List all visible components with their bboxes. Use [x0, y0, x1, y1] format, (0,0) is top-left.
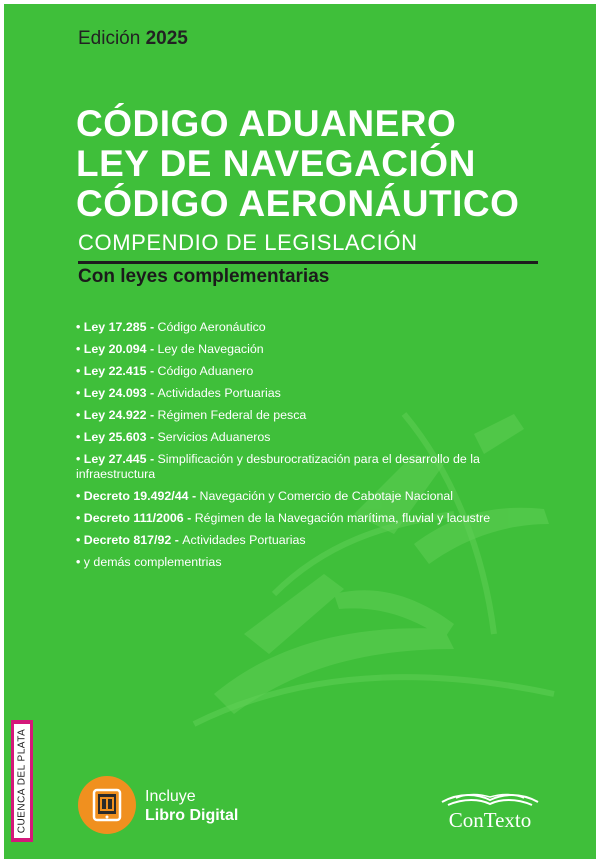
law-number: Ley 24.093	[83, 386, 147, 400]
bullet: •	[76, 386, 81, 400]
collection-tab	[11, 720, 33, 842]
collection-label: CUENCA DEL PLATA	[16, 728, 28, 834]
law-number: Decreto 111/2006	[83, 511, 184, 525]
law-list	[76, 320, 546, 577]
divider-rule	[78, 261, 538, 264]
law-number: Ley 25.603	[83, 430, 147, 444]
title-line-2: LEY DE NAVEGACIÓN	[76, 143, 476, 184]
law-item: • Ley 24.922 - Régimen Federal de pesca	[76, 408, 307, 422]
edition-line	[78, 28, 188, 50]
law-item: • Ley 17.285 - Código Aeronáutico	[76, 320, 266, 334]
law-item: • Ley 27.445 - Simplificación y desburocratización para el desarrollo de la infraestructura	[76, 452, 480, 481]
publisher-name: ConTexto	[448, 808, 532, 832]
bullet: •	[76, 408, 81, 422]
law-number: Ley 24.922	[83, 408, 147, 422]
law-description: Actividades Portuarias	[157, 386, 281, 400]
law-description: Actividades Portuarias	[182, 533, 306, 547]
law-description: Código Aduanero	[157, 364, 254, 378]
law-description: Régimen Federal de pesca	[157, 408, 307, 422]
bullet: •	[76, 342, 81, 356]
law-description: y demás complementrias	[83, 555, 222, 569]
publisher-logo	[434, 790, 546, 842]
bullet: •	[76, 533, 81, 547]
law-number: Decreto 817/92	[83, 533, 172, 547]
law-number: Ley 22.415	[83, 364, 147, 378]
open-book-logo-icon	[438, 790, 542, 806]
law-number: Ley 17.285	[83, 320, 147, 334]
law-item	[76, 555, 546, 570]
law-item: • Ley 22.415 - Código Aduanero	[76, 364, 254, 378]
title-line-3: CÓDIGO AERONÁUTICO	[76, 183, 520, 224]
law-description: Simplificación y desburocratización para el desarrollo de la infraestructura	[76, 452, 480, 481]
law-item: • Decreto 111/2006 - Régimen de la Navegación marítima, fluvial y lacustre	[76, 511, 491, 525]
subtitle: COMPENDIO DE LEGISLACIÓN	[78, 230, 418, 255]
bullet: •	[76, 511, 81, 525]
bullet: •	[76, 489, 81, 503]
law-number: Ley 20.094	[83, 342, 147, 356]
law-number: Ley 27.445	[83, 452, 147, 466]
title-block	[76, 104, 576, 224]
law-description: Código Aeronáutico	[157, 320, 266, 334]
bullet: •	[76, 364, 81, 378]
digital-line-1: Incluye	[145, 788, 196, 805]
law-description: Régimen de la Navegación marítima, fluvial y lacustre	[194, 511, 491, 525]
law-number: Decreto 19.492/44	[83, 489, 189, 503]
edition-label: Edición	[78, 28, 141, 49]
edition-year: 2025	[145, 28, 188, 49]
bullet: •	[76, 430, 81, 444]
tablet-book-icon	[78, 776, 136, 834]
law-item: • Ley 25.603 - Servicios Aduaneros	[76, 430, 271, 444]
law-item: • Ley 20.094 - Ley de Navegación	[76, 342, 264, 356]
title-line-1: CÓDIGO ADUANERO	[76, 103, 457, 144]
law-item: • Decreto 817/92 - Actividades Portuarias	[76, 533, 306, 547]
bullet: •	[76, 555, 81, 569]
law-item: • Decreto 19.492/44 - Navegación y Comercio de Cabotaje Nacional	[76, 489, 453, 503]
law-description: Ley de Navegación	[157, 342, 264, 356]
law-item: • Ley 24.093 - Actividades Portuarias	[76, 386, 281, 400]
book-cover	[4, 4, 596, 859]
law-description: Servicios Aduaneros	[157, 430, 271, 444]
bullet: •	[76, 320, 81, 334]
complement-heading: Con leyes complementarias	[78, 266, 330, 287]
bullet: •	[76, 452, 81, 466]
law-description: Navegación y Comercio de Cabotaje Nacional	[199, 489, 453, 503]
digital-line-2: Libro Digital	[145, 807, 239, 824]
